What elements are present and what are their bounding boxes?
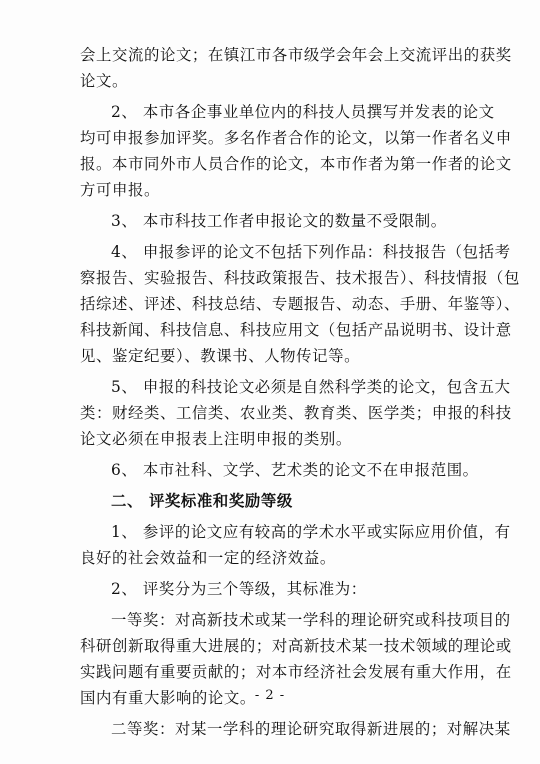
text-line: 国内有重大影响的论文。 xyxy=(80,689,256,707)
section-heading-text: 二、 评奖标准和奖励等级 xyxy=(111,492,293,510)
text-line: 3、 本市科技工作者申报论文的数量不受限制。 xyxy=(111,212,447,230)
text-line: 2、 本市各企事业单位内的科技人员撰写并发表的论文 xyxy=(111,103,495,121)
second-prize-paragraph xyxy=(80,716,511,742)
text-line: 1、 参评的论文应有较高的学术水平或实际应用价值，有 xyxy=(111,523,511,541)
text-line: 见、鉴定纪要）、教课书、人物传记等。 xyxy=(80,347,361,365)
text-line: 察报告、实验报告、科技政策报告、技术报告）、科技情报（包 xyxy=(80,269,521,287)
text-line: 科技新闻、科技信息、科技应用文（包括产品说明书、设计意 xyxy=(80,321,512,339)
text-line: 会上交流的论文；在镇江市各市级学会年会上交流评出的获奖 xyxy=(80,46,512,64)
text-line: 5、 申报的科技论文必须是自然科学类的论文，包含五大 xyxy=(111,378,511,396)
text-line: 良好的社会效益和一定的经济效益。 xyxy=(80,549,336,567)
criteria-paragraph-1 xyxy=(80,519,511,571)
text-line: 二等奖：对某一学科的理论研究取得新进展的；对解决某 xyxy=(111,720,511,738)
page-number: - 2 - xyxy=(254,688,286,703)
paragraph-item-5 xyxy=(80,374,512,452)
text-line: 方可申报。 xyxy=(80,181,160,199)
text-line: 类：财经类、工信类、农业类、教育类、医学类；申报的科技 xyxy=(80,404,512,422)
text-line: 6、 本市社科、文学、艺术类的论文不在申报范围。 xyxy=(111,461,479,479)
text-line: 科研创新取得重大进展的；对高新技术某一技术领域的理论或 xyxy=(80,637,512,655)
criteria-paragraph-2 xyxy=(80,576,480,602)
text-line: 论文必须在申报表上注明申报的类别。 xyxy=(80,430,352,448)
text-line: 括综述、评述、科技总结、专题报告、动态、手册、年鉴等）、 xyxy=(80,295,521,313)
paragraph-item-3 xyxy=(80,208,480,234)
paragraph-item-6 xyxy=(80,457,480,483)
text-line: 论文。 xyxy=(80,72,128,90)
text-line: 均可申报参加评奖。多名作者合作的论文，以第一作者名义申 xyxy=(80,129,512,147)
text-line: 实践问题有重要贡献的；对本市经济社会发展有重大作用，在 xyxy=(80,663,512,681)
paragraph-continuation xyxy=(80,42,512,94)
paragraph-item-2 xyxy=(80,99,512,203)
section-heading xyxy=(80,488,480,514)
text-line: 一等奖：对高新技术或某一学科的理论研究或科技项目的 xyxy=(111,611,511,629)
text-line: 2、 评奖分为三个等级，其标准为： xyxy=(111,580,367,598)
document-body xyxy=(80,42,521,742)
paragraph-item-4 xyxy=(80,239,521,369)
text-line: 报。本市同外市人员合作的论文，本市作者为第一作者的论文 xyxy=(80,155,512,173)
text-line: 4、 申报参评的论文不包括下列作品：科技报告（包括考 xyxy=(111,243,511,261)
